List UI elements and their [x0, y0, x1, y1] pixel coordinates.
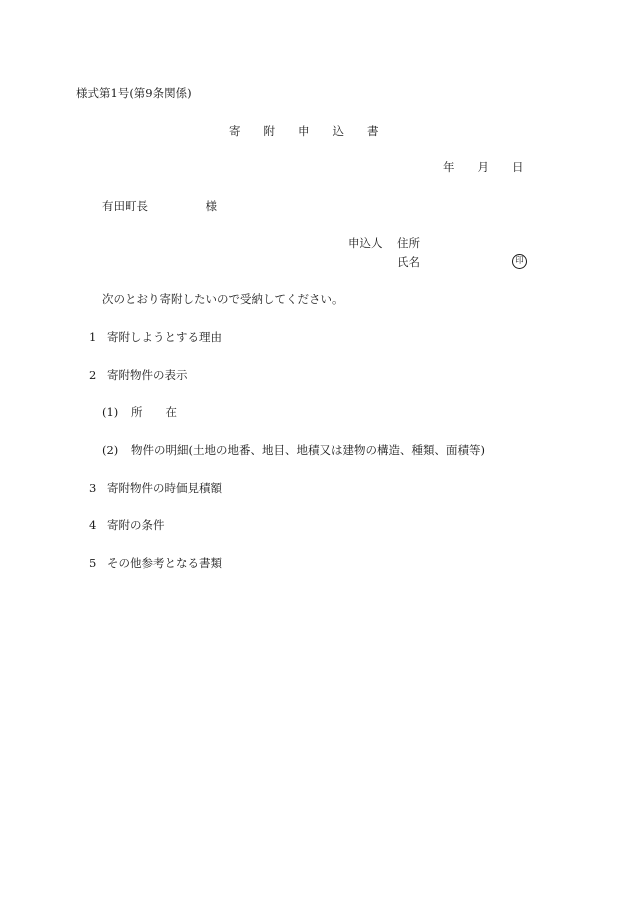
item-text: その他参考となる書類 — [107, 556, 222, 570]
item-number: 3 — [89, 481, 97, 495]
intro-text: 次のとおり寄附したいので受納してください。 — [102, 292, 344, 306]
subitem-text: 所 在 — [131, 405, 177, 419]
applicant-label: 申込人 — [348, 236, 383, 250]
name-label: 氏名 — [397, 255, 420, 269]
form-number: 様式第1号(第9条関係) — [76, 86, 192, 100]
document-title: 寄 附 申 込 書 — [229, 124, 379, 138]
item-number: 5 — [89, 556, 97, 570]
seal-mark: 印 — [512, 254, 527, 269]
subitem-number: (2) — [102, 443, 119, 457]
item-number: 4 — [89, 518, 97, 532]
subitem-text: 物件の明細(土地の地番、地目、地積又は建物の構造、種類、面積等) — [131, 443, 485, 457]
item-text: 寄附物件の時価見積額 — [107, 481, 222, 495]
item-text: 寄附物件の表示 — [107, 368, 188, 382]
item-text: 寄附しようとする理由 — [107, 330, 222, 344]
item-text: 寄附の条件 — [107, 518, 165, 532]
subitem-number: (1) — [102, 405, 119, 419]
item-number: 1 — [89, 330, 97, 344]
date-line: 年 月 日 — [443, 160, 524, 174]
item-number: 2 — [89, 368, 97, 382]
addressee: 有田町長 様 — [102, 199, 217, 213]
address-label: 住所 — [397, 236, 420, 250]
